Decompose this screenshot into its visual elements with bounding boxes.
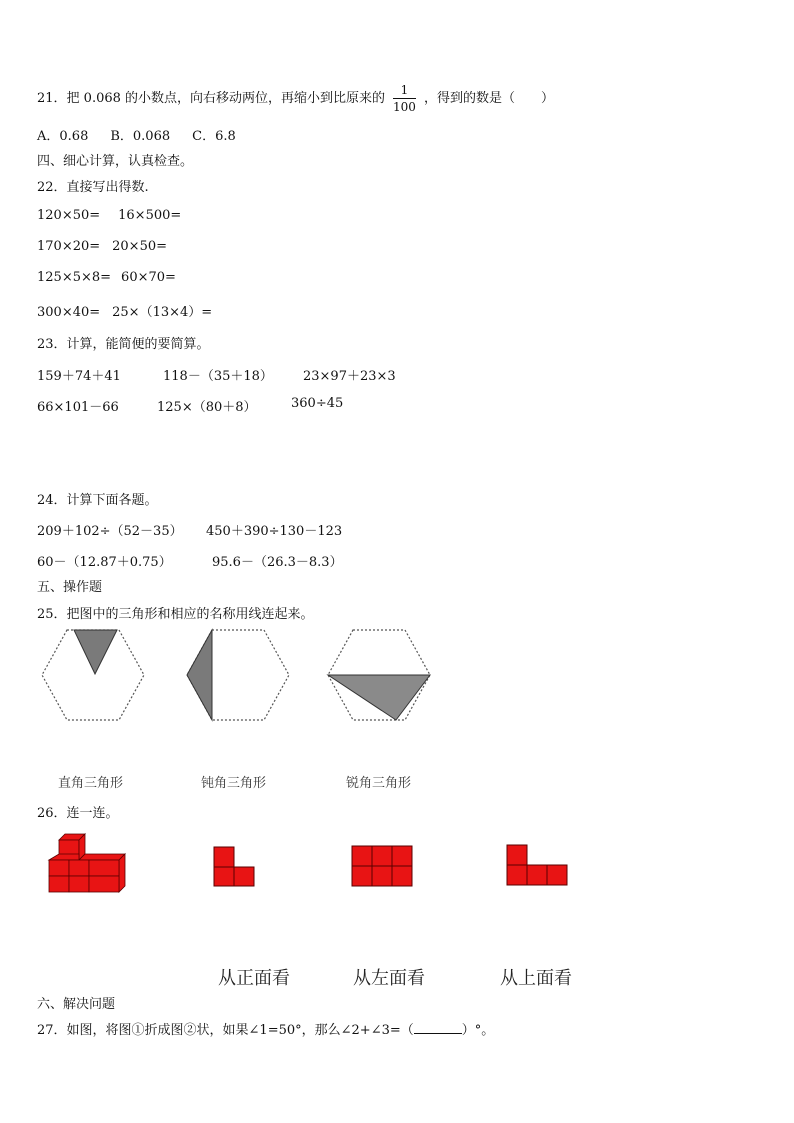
q22-title: 22．直接写出得数.	[37, 180, 149, 195]
section-4-heading: 四、细心计算，认真检查。	[37, 154, 194, 169]
q22-item: 120×50=	[37, 208, 101, 223]
q22-row	[37, 270, 176, 285]
q24-item: 60－（12.87＋0.75）	[37, 555, 172, 570]
view-shape-grid	[351, 845, 413, 887]
q21-options	[37, 125, 236, 144]
q23-item: 159＋74＋41	[37, 369, 121, 384]
q25-title: 25．把图中的三角形和相应的名称用线连起来。	[37, 607, 314, 622]
q22-item: 125×5×8=	[37, 270, 112, 285]
view-top-label: 从上面看	[500, 968, 572, 989]
q22-row	[37, 239, 167, 254]
q24-item: 95.6－（26.3－8.3）	[212, 555, 343, 570]
q21-fraction-numerator: 1	[393, 84, 416, 99]
q27-text-a: 27．如图，将图①折成图②状，如果∠1=50°，那么∠2+∠3=（	[37, 1023, 414, 1038]
shaded-triangle	[328, 675, 430, 720]
q23-item: 125×（80＋8）	[157, 400, 257, 415]
cube-stack-3d	[44, 834, 130, 896]
q27-stem	[37, 1019, 494, 1038]
label-right-triangle: 直角三角形	[58, 776, 124, 791]
q21-stem	[37, 84, 554, 113]
q22-row	[37, 301, 212, 320]
q22-item: 25×（13×4）=	[112, 305, 213, 320]
q21-fraction	[393, 84, 416, 113]
q22-item: 20×50=	[112, 239, 168, 254]
view-shape-l	[213, 846, 255, 888]
q26-title: 26．连一连。	[37, 806, 119, 821]
view-shape-step	[506, 844, 568, 886]
hexagon-figure-1	[40, 628, 146, 722]
q23-item: 66×101－66	[37, 400, 119, 415]
q23-title: 23．计算，能简便的要简算。	[37, 337, 210, 352]
q27-text-b: ）°。	[461, 1023, 495, 1038]
q21-option-c: C．6.8	[192, 129, 236, 144]
hexagon-figure-2	[185, 628, 291, 722]
view-left-label: 从左面看	[353, 968, 425, 989]
view-front-label: 从正面看	[218, 968, 290, 989]
hexagon-figure-3	[326, 628, 432, 722]
label-obtuse-triangle: 钝角三角形	[201, 776, 267, 791]
q23-item: 23×97＋23×3	[303, 369, 396, 384]
q22-row	[37, 208, 181, 223]
q22-item: 300×40=	[37, 305, 101, 320]
q21-option-b: B．0.068	[110, 129, 171, 144]
answer-blank[interactable]	[414, 1022, 462, 1034]
q23-item: 360÷45	[291, 396, 344, 411]
section-6-heading: 六、解决问题	[37, 997, 116, 1012]
section-5-heading: 五、操作题	[37, 580, 103, 595]
shaded-triangle	[74, 630, 117, 674]
q24-title: 24．计算下面各题。	[37, 493, 158, 508]
shaded-triangle	[187, 630, 212, 720]
q24-item: 209＋102÷（52－35）	[37, 524, 183, 539]
q22-item: 16×500=	[118, 208, 182, 223]
q24-item: 450＋390÷130－123	[206, 524, 343, 539]
q21-option-a: A．0.68	[37, 129, 89, 144]
q21-fraction-denominator: 100	[393, 100, 416, 114]
q22-item: 170×20=	[37, 239, 101, 254]
q21-text-a: 21．把 0.068 的小数点，向右移动两位，再缩小到比原来的	[37, 91, 386, 106]
label-acute-triangle: 锐角三角形	[346, 776, 412, 791]
q21-text-b: ，得到的数是（ ）	[423, 91, 554, 106]
q23-item: 118－（35＋18）	[163, 369, 273, 384]
q22-item: 60×70=	[121, 270, 176, 285]
